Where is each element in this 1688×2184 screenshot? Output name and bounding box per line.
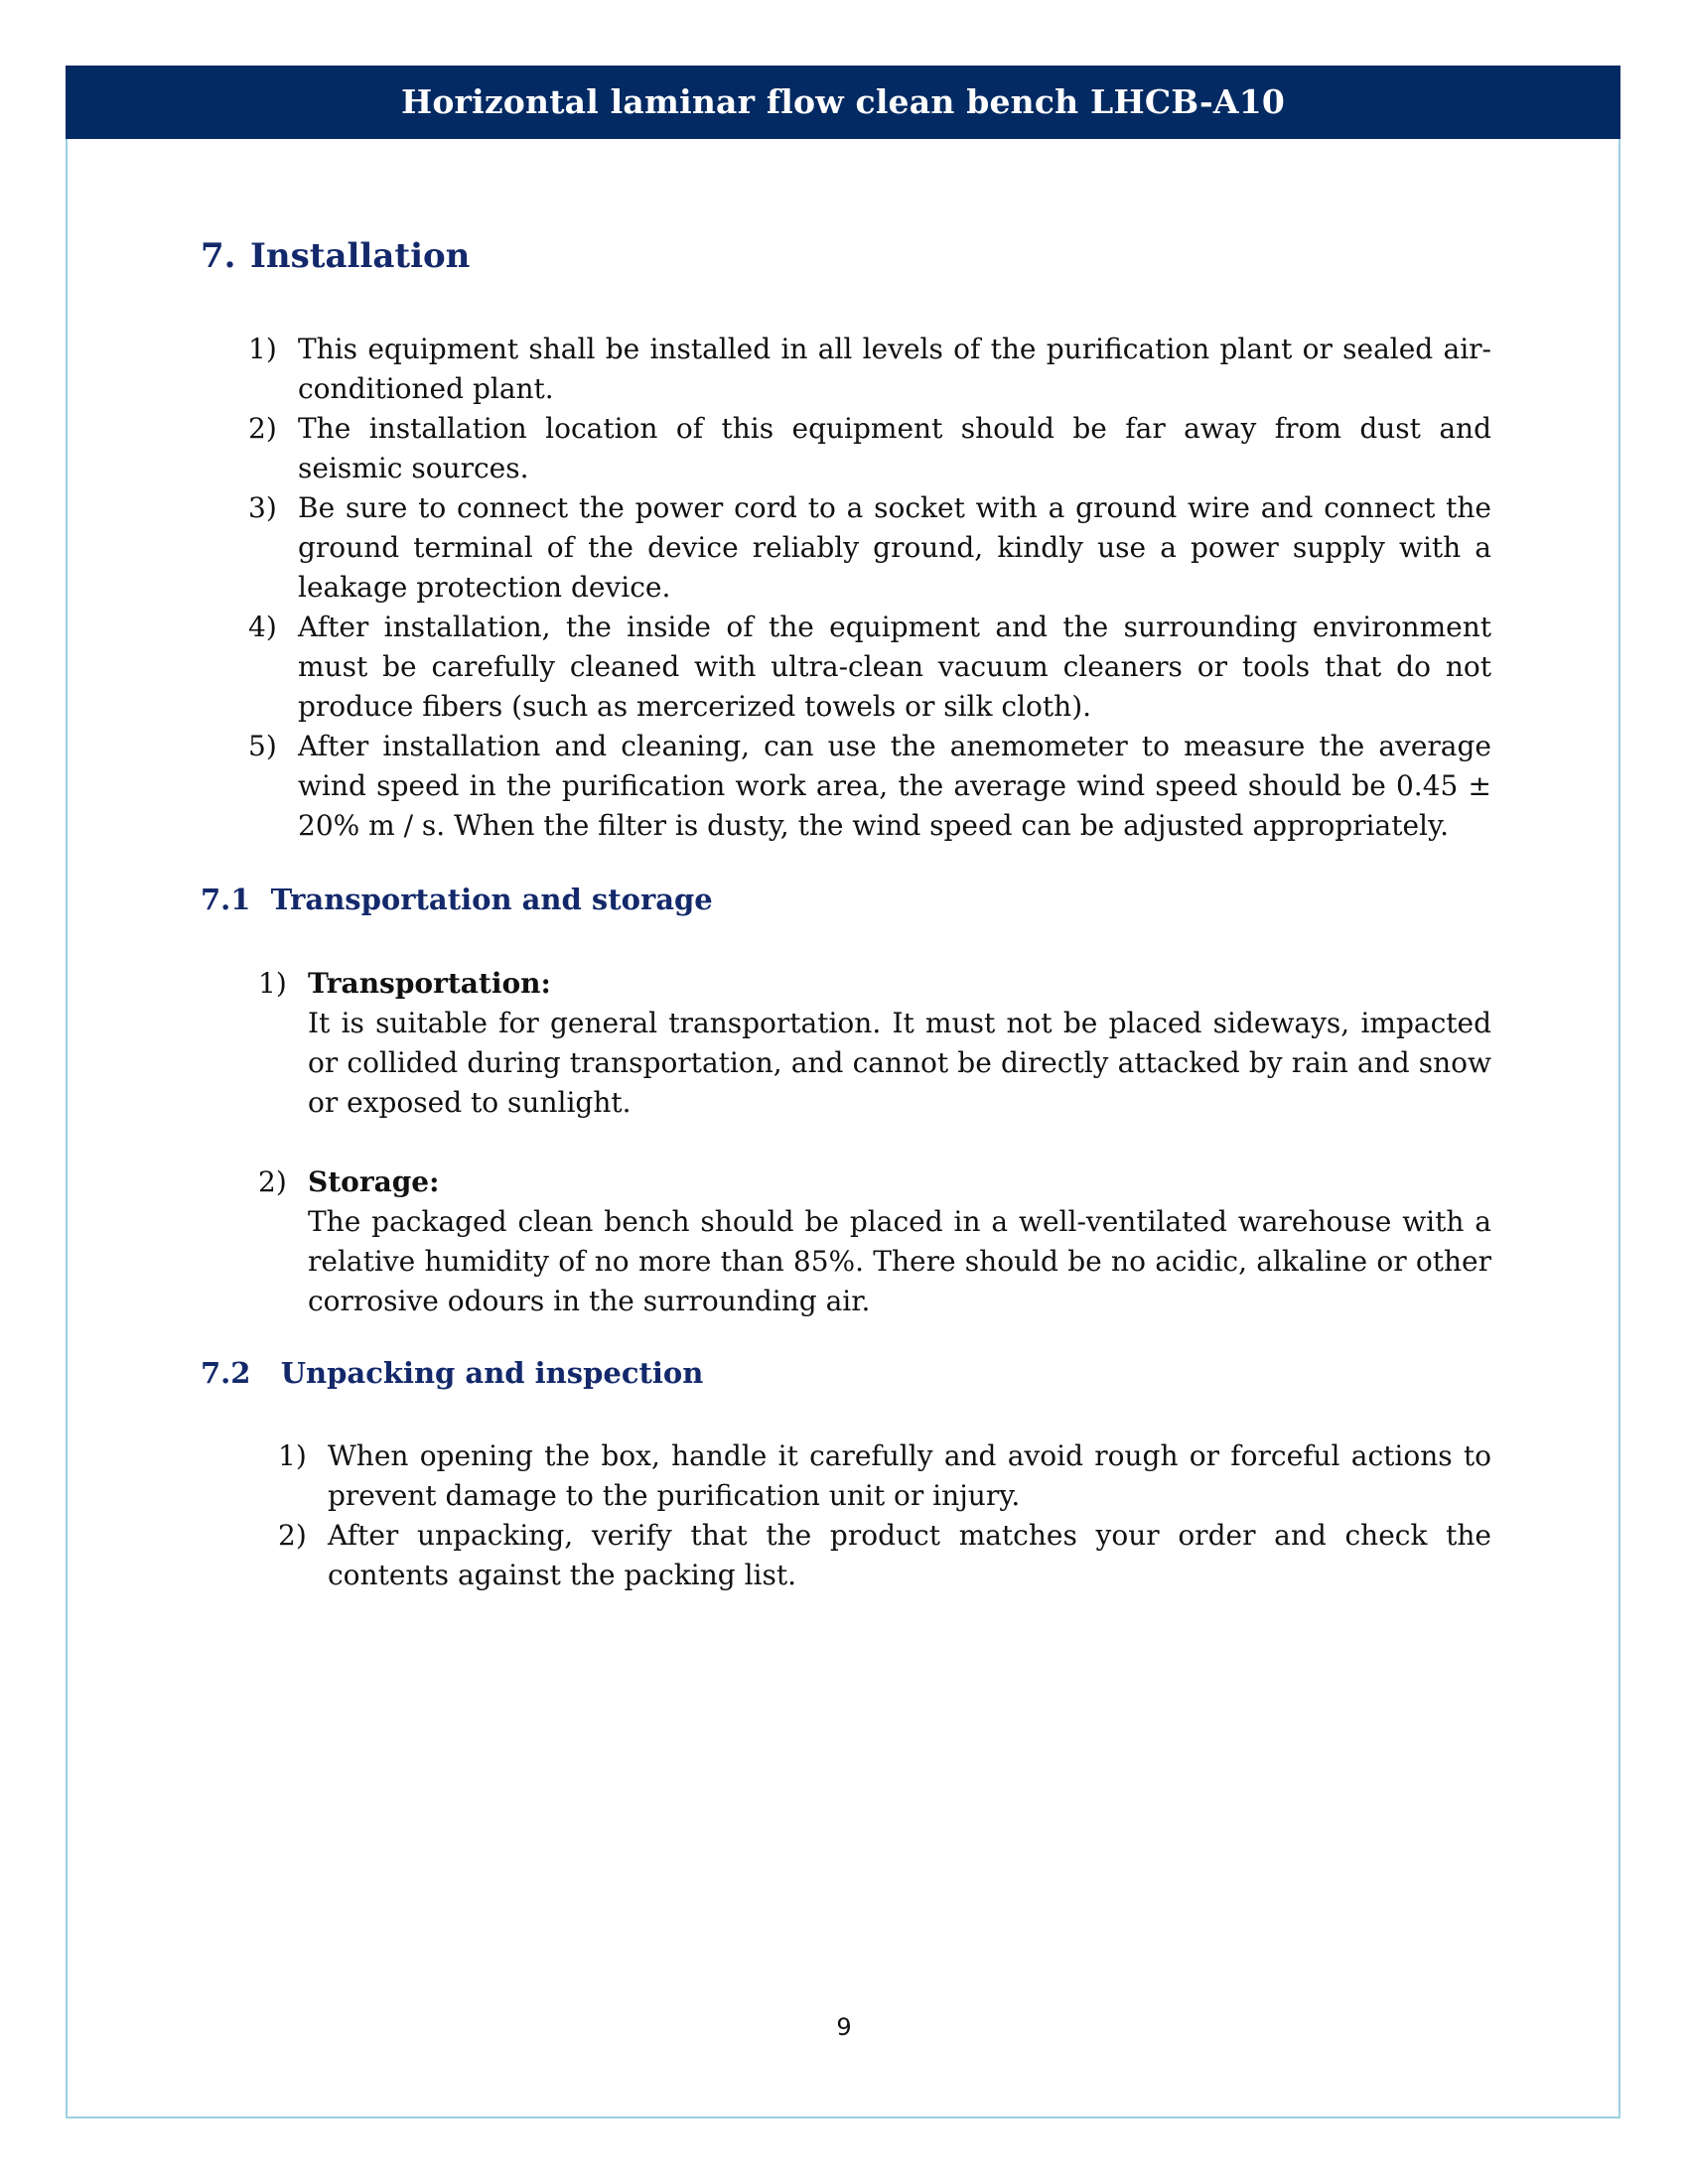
list-item xyxy=(278,1436,1491,1516)
item-label: Storage: xyxy=(308,1165,440,1198)
section-number: 7. xyxy=(201,236,236,276)
subsection-title: Unpacking and inspection xyxy=(280,1356,704,1390)
list-item xyxy=(278,1516,1491,1595)
list-item-text: After installation and cleaning, can use the anemometer to measure the average wind speed in the purification work area, the average wind speed should be 0.45 ± 20% m / s. When the filter is dusty, the wind speed can be adjusted appropriately. xyxy=(298,730,1491,842)
list-item xyxy=(248,608,1491,727)
list-item-text: When opening the box, handle it carefully and avoid rough or forceful actions to prevent damage to the purification unit or injury. xyxy=(328,1439,1491,1512)
list-marker: 2) xyxy=(258,1165,287,1198)
list-marker: 4) xyxy=(248,611,277,643)
transport-storage-list xyxy=(258,964,1491,1361)
list-item xyxy=(248,727,1491,846)
section-heading xyxy=(201,236,470,276)
list-marker: 1) xyxy=(278,1439,307,1472)
list-item-text: The installation location of this equipment should be far away from dust and seismic sources. xyxy=(298,412,1491,484)
list-item-text: After installation, the inside of the equipment and the surrounding environment must be carefully cleaned with ultra-clean vacuum cleaners or tools that do not produce fibers (such as mercerized towels or silk cloth). xyxy=(298,611,1491,723)
document-header xyxy=(66,66,1620,139)
list-item-text: Be sure to connect the power cord to a socket with a ground wire and connect the ground terminal of the device reliably ground, kindly use a power supply with a leakage protection device. xyxy=(298,491,1491,604)
list-item xyxy=(248,488,1491,608)
subsection-heading-unpacking xyxy=(201,1356,703,1390)
list-item xyxy=(258,1162,1491,1321)
list-item-text: After unpacking, verify that the product matches your order and check the contents against the packing list. xyxy=(328,1519,1491,1591)
document-title: Horizontal laminar flow clean bench LHCB-A10 xyxy=(400,82,1286,121)
list-item xyxy=(248,409,1491,488)
list-item-text: This equipment shall be installed in all levels of the purification plant or sealed air-conditioned plant. xyxy=(298,333,1491,405)
page-number: 9 xyxy=(836,2013,852,2041)
subsection-number: 7.1 xyxy=(201,883,251,916)
list-item-text: The packaged clean bench should be placed in a well-ventilated warehouse with a relative humidity of no more than 85%. There should be no acidic, alkaline or other corrosive odours in the surrounding air. xyxy=(308,1205,1491,1317)
item-label: Transportation: xyxy=(308,967,551,1000)
list-item xyxy=(258,964,1491,1123)
section-title: Installation xyxy=(250,236,471,276)
list-item xyxy=(248,330,1491,409)
list-marker: 2) xyxy=(278,1519,307,1552)
list-item-text: It is suitable for general transportation. It must not be placed sideways, impacted or collided during transportation, and cannot be directly attacked by rain and snow or exposed to sunlight. xyxy=(308,1007,1491,1119)
installation-list xyxy=(248,330,1491,846)
list-marker: 1) xyxy=(258,967,287,1000)
subsection-number: 7.2 xyxy=(201,1356,251,1390)
subsection-title: Transportation and storage xyxy=(270,883,713,916)
list-marker: 1) xyxy=(248,333,277,365)
unpacking-list xyxy=(278,1436,1491,1595)
subsection-heading-transport xyxy=(201,883,713,916)
list-marker: 5) xyxy=(248,730,277,762)
list-marker: 3) xyxy=(248,491,277,524)
list-marker: 2) xyxy=(248,412,277,445)
